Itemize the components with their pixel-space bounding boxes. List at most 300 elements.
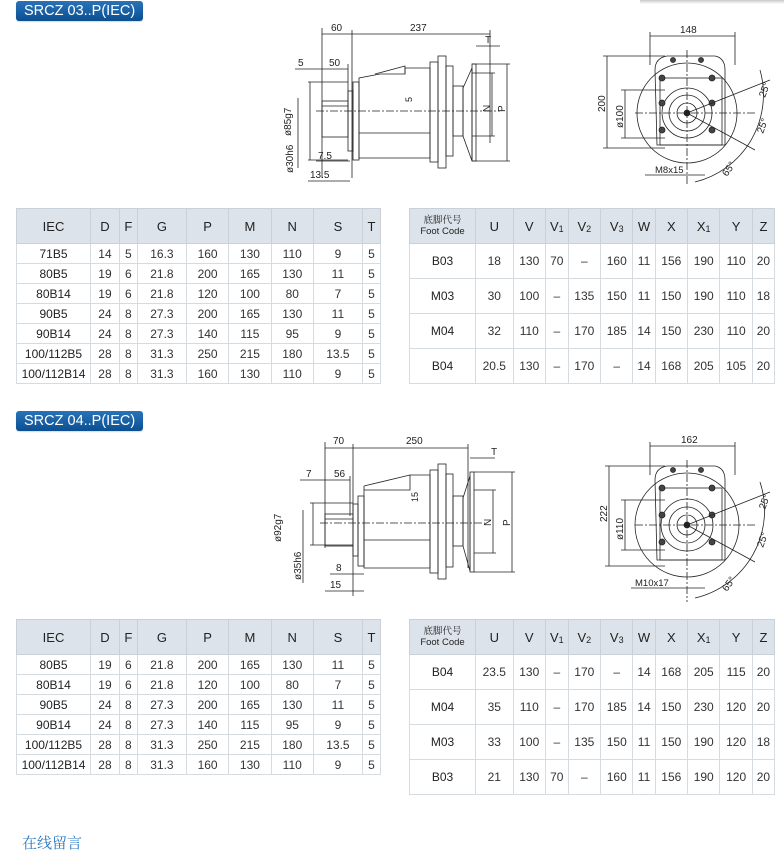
value-cell: 30: [476, 279, 514, 314]
front-view-drawing-srcz04: [595, 430, 784, 610]
value-cell: 205: [688, 655, 720, 690]
dim-shaft-dia: ø30h6: [285, 144, 296, 173]
value-cell: 19: [91, 675, 120, 695]
value-cell: 110: [720, 244, 752, 279]
value-cell: 31.3: [137, 755, 186, 775]
value-cell: –: [545, 725, 568, 760]
table-header-row: [410, 209, 775, 244]
value-cell: 9: [313, 755, 362, 775]
header-en: Foot Code: [420, 637, 465, 648]
value-cell: 170: [568, 349, 600, 384]
value-cell: 130: [513, 655, 545, 690]
col-header: S: [313, 620, 362, 655]
value-cell: 130: [513, 349, 545, 384]
dim-width: 148: [680, 25, 697, 36]
value-cell: 95: [271, 715, 313, 735]
table-row: [410, 725, 775, 760]
value-cell: 5: [362, 304, 380, 324]
value-cell: 11: [633, 244, 655, 279]
table-row: [17, 715, 381, 735]
dim-shaft-total: 60: [331, 23, 343, 34]
dim-spigot-1: 7.5: [318, 151, 332, 162]
value-cell: 200: [186, 304, 228, 324]
row-label-cell: 100/112B14: [17, 755, 91, 775]
value-cell: 100: [229, 675, 271, 695]
value-cell: –: [601, 349, 633, 384]
dim-spigot-1: 8: [336, 563, 342, 574]
value-cell: 8: [119, 715, 137, 735]
col-header: X: [655, 209, 687, 244]
col-header: T: [362, 620, 380, 655]
value-cell: 150: [655, 314, 687, 349]
table-row: [410, 690, 775, 725]
value-cell: 9: [313, 324, 362, 344]
value-cell: 115: [229, 324, 271, 344]
dim-spigot-2: 15: [330, 580, 342, 591]
col-header-sub: $V_1$: [545, 620, 568, 655]
dim-T: T: [491, 447, 498, 458]
value-cell: 21.8: [137, 284, 186, 304]
value-cell: 140: [186, 324, 228, 344]
value-cell: 28: [91, 755, 120, 775]
row-label-cell: 100/112B5: [17, 735, 91, 755]
value-cell: 5: [362, 755, 380, 775]
dim-N: N: [482, 104, 493, 112]
value-cell: 250: [186, 735, 228, 755]
value-cell: 165: [229, 695, 271, 715]
table-row: [17, 364, 381, 384]
value-cell: 11: [633, 760, 655, 795]
col-header: Y: [720, 209, 752, 244]
row-label-cell: 80B14: [17, 675, 91, 695]
dim-key-offset: 5: [298, 58, 304, 69]
value-cell: 120: [720, 725, 752, 760]
online-message-link[interactable]: 在线留言: [22, 835, 83, 852]
value-cell: 100: [513, 279, 545, 314]
value-cell: 6: [119, 655, 137, 675]
col-header: N: [271, 209, 313, 244]
value-cell: 110: [720, 279, 752, 314]
value-cell: 9: [313, 715, 362, 735]
value-cell: 110: [720, 314, 752, 349]
page-edge-shadow: [640, 0, 784, 4]
dim-P: P: [497, 105, 508, 112]
value-cell: 190: [688, 760, 720, 795]
value-cell: 28: [91, 735, 120, 755]
value-cell: 135: [568, 725, 600, 760]
value-cell: 156: [655, 244, 687, 279]
value-cell: 160: [186, 755, 228, 775]
value-cell: –: [545, 349, 568, 384]
value-cell: 14: [633, 690, 655, 725]
value-cell: –: [601, 655, 633, 690]
table-row: [17, 735, 381, 755]
dim-overall: 250: [406, 436, 423, 447]
value-cell: 185: [601, 690, 633, 725]
value-cell: 105: [720, 349, 752, 384]
value-cell: 170: [568, 314, 600, 349]
value-cell: 156: [655, 760, 687, 795]
col-header: M: [229, 620, 271, 655]
value-cell: 80: [271, 284, 313, 304]
value-cell: 31.3: [137, 735, 186, 755]
angle-c: 65°: [720, 160, 739, 179]
dim-key-length: 56: [334, 469, 346, 480]
value-cell: 35: [476, 690, 514, 725]
value-cell: 110: [271, 364, 313, 384]
value-cell: 5: [362, 364, 380, 384]
table-row: [17, 344, 381, 364]
value-cell: 120: [186, 284, 228, 304]
table-row: [410, 760, 775, 795]
row-label-cell: 90B5: [17, 695, 91, 715]
value-cell: 190: [688, 725, 720, 760]
value-cell: 190: [688, 244, 720, 279]
col-header: F: [119, 209, 137, 244]
value-cell: 11: [313, 655, 362, 675]
value-cell: 8: [119, 695, 137, 715]
col-header: F: [119, 620, 137, 655]
value-cell: 31.3: [137, 344, 186, 364]
row-label-cell: B03: [410, 244, 476, 279]
value-cell: 28: [91, 344, 120, 364]
value-cell: 21.8: [137, 675, 186, 695]
table-row: [410, 655, 775, 690]
value-cell: 11: [633, 725, 655, 760]
col-header-sub: $X_1$: [688, 620, 720, 655]
table-row: [410, 279, 775, 314]
value-cell: 165: [229, 655, 271, 675]
section-title-srcz03: SRCZ 03..P(IEC): [16, 1, 143, 21]
value-cell: 230: [688, 690, 720, 725]
value-cell: 24: [91, 695, 120, 715]
col-header-foot-code: [410, 209, 476, 244]
value-cell: 23.5: [476, 655, 514, 690]
row-label-cell: M04: [410, 314, 476, 349]
value-cell: 250: [186, 344, 228, 364]
value-cell: 20: [752, 690, 774, 725]
col-header: S: [313, 209, 362, 244]
value-cell: 180: [271, 735, 313, 755]
value-cell: 110: [513, 314, 545, 349]
row-label-cell: M03: [410, 279, 476, 314]
dim-T: T: [485, 35, 492, 46]
col-header-sub: $V_2$: [568, 209, 600, 244]
value-cell: 14: [633, 349, 655, 384]
value-cell: 8: [119, 324, 137, 344]
value-cell: 24: [91, 715, 120, 735]
dim-shaft-total: 70: [333, 436, 345, 447]
col-header: Z: [752, 620, 774, 655]
value-cell: 24: [91, 304, 120, 324]
col-header: G: [137, 209, 186, 244]
table-row: [17, 324, 381, 344]
value-cell: 130: [229, 364, 271, 384]
value-cell: 24: [91, 324, 120, 344]
value-cell: 150: [601, 725, 633, 760]
col-header-sub: $V_2$: [568, 620, 600, 655]
value-cell: 140: [186, 715, 228, 735]
row-label-cell: 90B14: [17, 324, 91, 344]
value-cell: 170: [568, 655, 600, 690]
value-cell: 18: [752, 279, 774, 314]
col-header: T: [362, 209, 380, 244]
value-cell: 110: [513, 690, 545, 725]
section-title-srcz04: SRCZ 04..P(IEC): [16, 411, 143, 431]
value-cell: 205: [688, 349, 720, 384]
value-cell: 5: [362, 695, 380, 715]
value-cell: 27.3: [137, 695, 186, 715]
col-header: U: [476, 209, 514, 244]
value-cell: 21: [476, 760, 514, 795]
value-cell: 130: [271, 655, 313, 675]
angle-c: 65°: [720, 575, 739, 594]
value-cell: 130: [271, 695, 313, 715]
value-cell: 6: [119, 264, 137, 284]
value-cell: 130: [229, 244, 271, 264]
dim-N: N: [483, 518, 494, 526]
value-cell: 215: [229, 344, 271, 364]
value-cell: 14: [633, 655, 655, 690]
table-row: [17, 675, 381, 695]
value-cell: –: [545, 279, 568, 314]
value-cell: 13.5: [313, 735, 362, 755]
dim-spigot-2: 13.5: [310, 170, 330, 181]
value-cell: 7: [313, 284, 362, 304]
col-header-sub: $V_1$: [545, 209, 568, 244]
value-cell: 150: [655, 690, 687, 725]
value-cell: 5: [362, 715, 380, 735]
row-label-cell: B04: [410, 655, 476, 690]
col-header: V: [513, 620, 545, 655]
value-cell: 21.8: [137, 264, 186, 284]
row-label-cell: M04: [410, 690, 476, 725]
value-cell: 33: [476, 725, 514, 760]
col-header: D: [91, 209, 120, 244]
row-label-cell: 90B14: [17, 715, 91, 735]
value-cell: 11: [313, 304, 362, 324]
table-header-row: [410, 620, 775, 655]
value-cell: 20: [752, 760, 774, 795]
value-cell: 5: [362, 284, 380, 304]
value-cell: 6: [119, 284, 137, 304]
value-cell: 11: [633, 279, 655, 314]
dim-center-offset: 15: [410, 491, 420, 502]
col-header: Y: [720, 620, 752, 655]
angle-a: 25°: [757, 81, 773, 100]
header-cn: 底脚代号: [423, 215, 462, 226]
value-cell: 31.3: [137, 364, 186, 384]
col-header: IEC: [17, 209, 91, 244]
value-cell: 5: [362, 735, 380, 755]
value-cell: 160: [601, 244, 633, 279]
value-cell: 165: [229, 304, 271, 324]
dim-width: 162: [681, 435, 698, 446]
col-header: U: [476, 620, 514, 655]
col-header-sub: $V_3$: [601, 209, 633, 244]
value-cell: 28: [91, 364, 120, 384]
value-cell: 20: [752, 314, 774, 349]
value-cell: 8: [119, 304, 137, 324]
value-cell: 120: [186, 675, 228, 695]
value-cell: 20.5: [476, 349, 514, 384]
value-cell: 8: [119, 364, 137, 384]
table-row: [17, 264, 381, 284]
value-cell: 130: [271, 264, 313, 284]
dim-key-offset: 7: [306, 469, 312, 480]
value-cell: 9: [313, 364, 362, 384]
row-label-cell: M03: [410, 725, 476, 760]
col-header: N: [271, 620, 313, 655]
dim-bore: ø100: [615, 105, 626, 128]
value-cell: 120: [720, 690, 752, 725]
header-en: Foot Code: [420, 226, 465, 237]
value-cell: 32: [476, 314, 514, 349]
value-cell: 27.3: [137, 304, 186, 324]
value-cell: 5: [362, 655, 380, 675]
col-header: V: [513, 209, 545, 244]
col-header: P: [186, 620, 228, 655]
value-cell: 5: [362, 264, 380, 284]
value-cell: 100: [513, 725, 545, 760]
row-label-cell: 100/112B14: [17, 364, 91, 384]
value-cell: 110: [271, 755, 313, 775]
value-cell: 190: [688, 279, 720, 314]
col-header-sub: $V_3$: [601, 620, 633, 655]
value-cell: 5: [119, 244, 137, 264]
value-cell: 14: [91, 244, 120, 264]
value-cell: –: [545, 314, 568, 349]
value-cell: 130: [513, 244, 545, 279]
value-cell: 5: [362, 675, 380, 695]
value-cell: 200: [186, 264, 228, 284]
value-cell: 120: [720, 760, 752, 795]
value-cell: 21.8: [137, 655, 186, 675]
foot-table-srcz04: [409, 619, 775, 795]
value-cell: 27.3: [137, 715, 186, 735]
value-cell: –: [545, 655, 568, 690]
value-cell: 20: [752, 349, 774, 384]
side-view-drawing-srcz04: [270, 428, 530, 603]
value-cell: 150: [601, 279, 633, 314]
col-header: G: [137, 620, 186, 655]
value-cell: –: [545, 690, 568, 725]
col-header-sub: $X_1$: [688, 209, 720, 244]
value-cell: 70: [545, 760, 568, 795]
dim-height: 200: [597, 95, 608, 112]
value-cell: 5: [362, 324, 380, 344]
angle-b: 25°: [755, 531, 771, 550]
dim-thread: M8x15: [655, 165, 684, 176]
col-header: IEC: [17, 620, 91, 655]
dim-height: 222: [599, 505, 610, 522]
value-cell: 165: [229, 264, 271, 284]
value-cell: 150: [655, 725, 687, 760]
table-row: [17, 755, 381, 775]
table-row: [410, 244, 775, 279]
col-header: W: [633, 620, 655, 655]
side-view-drawing-srcz03: [280, 18, 530, 188]
col-header: X: [655, 620, 687, 655]
value-cell: 185: [601, 314, 633, 349]
row-label-cell: 80B5: [17, 655, 91, 675]
front-view-drawing-srcz03: [595, 20, 784, 190]
col-header: Z: [752, 209, 774, 244]
row-label-cell: B04: [410, 349, 476, 384]
dim-bore: ø110: [615, 517, 626, 540]
table-row: [17, 244, 381, 264]
dim-thread: M10x17: [635, 578, 669, 589]
value-cell: 11: [313, 264, 362, 284]
row-label-cell: 80B14: [17, 284, 91, 304]
header-cn: 底脚代号: [423, 626, 462, 637]
col-header: D: [91, 620, 120, 655]
table-row: [410, 349, 775, 384]
value-cell: 19: [91, 655, 120, 675]
value-cell: 20: [752, 655, 774, 690]
angle-b: 25°: [755, 117, 771, 136]
foot-table-srcz03: [409, 208, 775, 384]
value-cell: 130: [271, 304, 313, 324]
dim-overall: 237: [410, 23, 427, 34]
dim-shaft-dia: ø35h6: [293, 551, 304, 580]
table-header-row: [17, 620, 381, 655]
value-cell: 20: [752, 244, 774, 279]
value-cell: 6: [119, 675, 137, 695]
value-cell: 8: [119, 735, 137, 755]
row-label-cell: 90B5: [17, 304, 91, 324]
angle-a: 25°: [757, 493, 773, 512]
value-cell: 11: [313, 695, 362, 715]
value-cell: 5: [362, 244, 380, 264]
value-cell: 168: [655, 655, 687, 690]
value-cell: 150: [655, 279, 687, 314]
dim-flange-dia: ø85g7: [283, 107, 294, 136]
value-cell: 16.3: [137, 244, 186, 264]
value-cell: 130: [513, 760, 545, 795]
value-cell: 130: [229, 755, 271, 775]
value-cell: 200: [186, 655, 228, 675]
value-cell: 80: [271, 675, 313, 695]
value-cell: –: [568, 244, 600, 279]
table-row: [17, 695, 381, 715]
dim-flange-dia: ø92g7: [273, 513, 284, 542]
row-label-cell: 100/112B5: [17, 344, 91, 364]
col-header: W: [633, 209, 655, 244]
value-cell: 160: [186, 244, 228, 264]
table-row: [17, 304, 381, 324]
value-cell: 19: [91, 284, 120, 304]
value-cell: 8: [119, 344, 137, 364]
value-cell: 115: [229, 715, 271, 735]
table-row: [17, 284, 381, 304]
value-cell: 70: [545, 244, 568, 279]
value-cell: 160: [186, 364, 228, 384]
value-cell: 100: [229, 284, 271, 304]
dim-center-offset: 5: [404, 96, 414, 102]
table-row: [410, 314, 775, 349]
value-cell: 135: [568, 279, 600, 314]
col-header: P: [186, 209, 228, 244]
value-cell: 160: [601, 760, 633, 795]
row-label-cell: 71B5: [17, 244, 91, 264]
value-cell: 95: [271, 324, 313, 344]
value-cell: 18: [476, 244, 514, 279]
table-row: [17, 655, 381, 675]
value-cell: 200: [186, 695, 228, 715]
row-label-cell: B03: [410, 760, 476, 795]
col-header-foot-code: [410, 620, 476, 655]
